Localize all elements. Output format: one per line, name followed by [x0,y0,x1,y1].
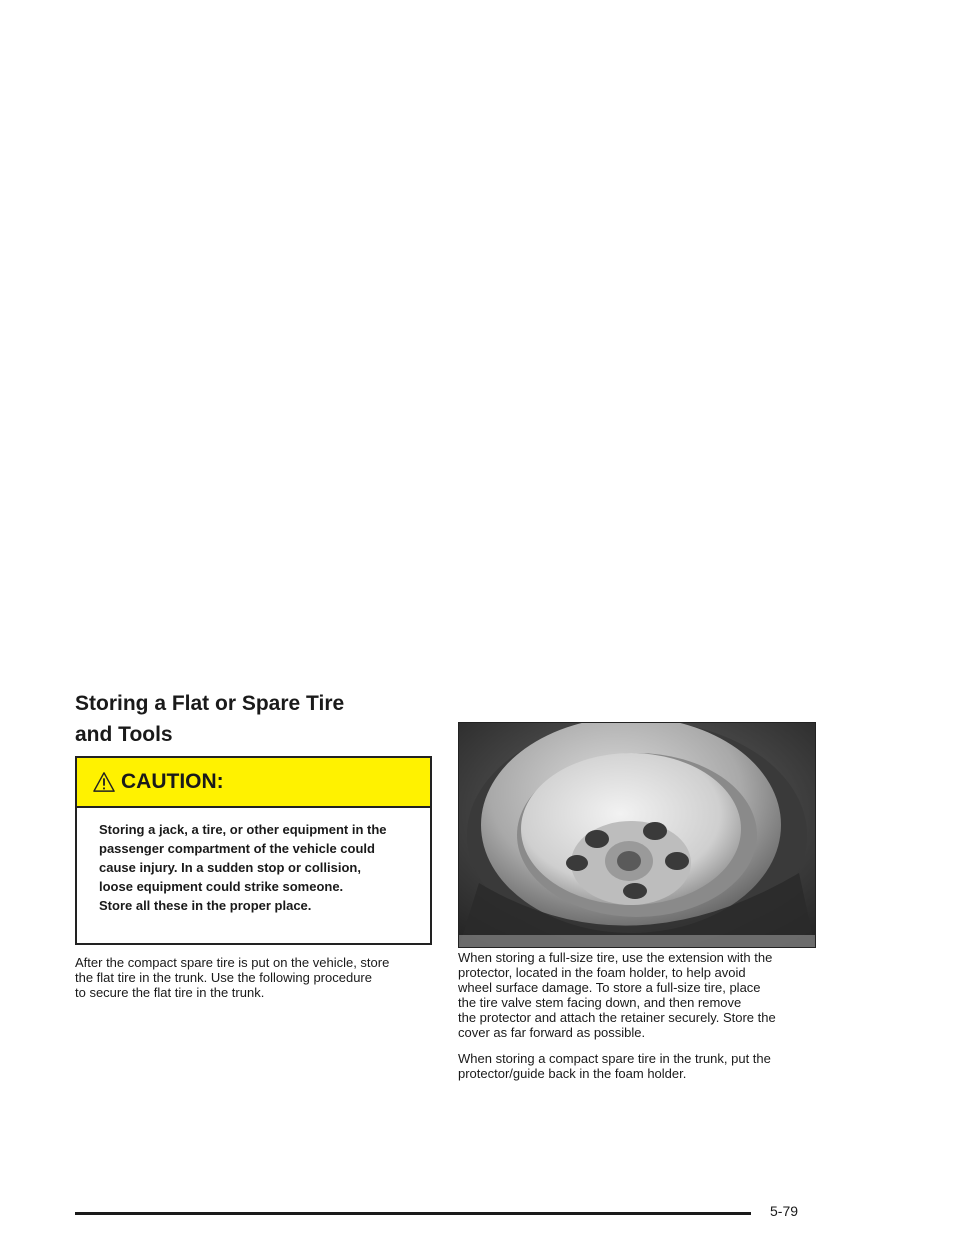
spare-tire-illustration [459,723,815,947]
section-title [75,688,435,750]
text-line: the protector and attach the retainer securely. Store the [458,1010,776,1025]
caution-line: Store all these in the proper place. [99,898,312,913]
caution-line: Storing a jack, a tire, or other equipment in the [99,822,387,837]
text-line: protector/guide back in the foam holder. [458,1066,687,1081]
caution-line: loose equipment could strike someone. [99,879,344,894]
section-title-line1: Storing a Flat or Spare Tire [75,692,345,715]
text-line: When storing a full-size tire, use the extension with the [458,950,773,965]
caution-text [77,808,430,915]
compact-spare-paragraph [458,1051,820,1081]
text-line: the tire valve stem facing down, and then remove [458,995,742,1010]
caution-box [75,756,432,945]
caution-line: passenger compartment of the vehicle could [99,841,375,856]
warning-icon [93,771,115,793]
text-line: cover as far forward as possible. [458,1025,646,1040]
caution-title: CAUTION: [121,770,224,793]
section-title-line2: and Tools [75,723,173,746]
text-line: the flat tire in the trunk. Use the following procedure [75,970,372,985]
text-line: After the compact spare tire is put on the vehicle, store [75,955,390,970]
full-size-tire-paragraph [458,950,820,1040]
procedure-intro-paragraph [75,955,435,1000]
text-line: to secure the flat tire in the trunk. [75,985,265,1000]
text-line: When storing a compact spare tire in the trunk, put the [458,1051,771,1066]
caution-line: cause injury. In a sudden stop or collision, [99,860,361,875]
footer-rule [75,1212,751,1215]
caution-header [77,758,430,808]
page-number: 5-79 [770,1203,799,1219]
text-line: protector, located in the foam holder, to help avoid [458,965,746,980]
storage-instructions [458,950,820,1092]
spare-tire-photo [458,722,816,948]
text-line: wheel surface damage. To store a full-size tire, place [458,980,761,995]
